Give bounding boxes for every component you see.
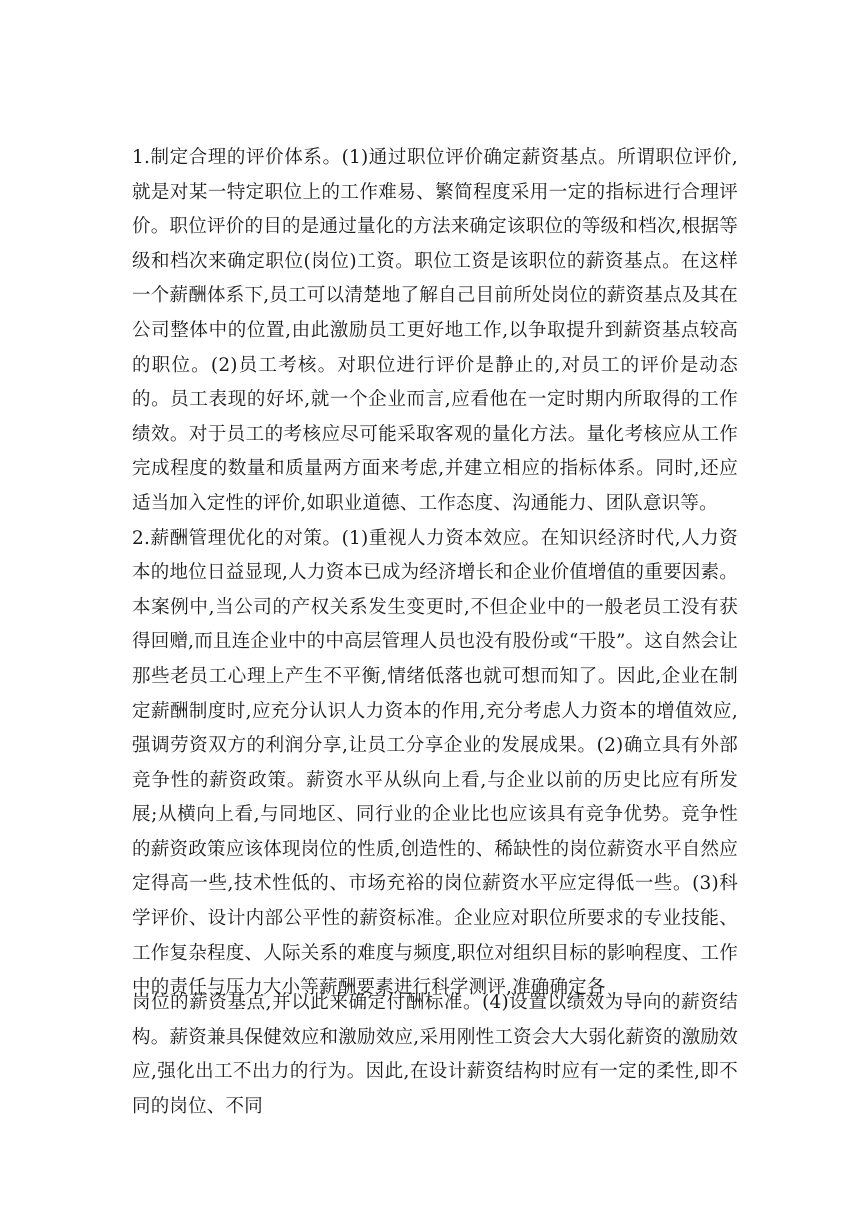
- continued-text-block: [132, 986, 738, 1124]
- paragraph-continuation: 岗位的薪资基点,并以此来确定付酬标准。(4)设置以绩效为导向的薪资结构。薪资兼具保健效应和激励效应,采用刚性工资会大大弱化薪资的激励效应,强化出工不出力的行为。因此,在设计薪资结构时应有一定的柔性,即不同的岗位、不同: [132, 992, 738, 1117]
- paragraph-compensation-optimization: 2.薪酬管理优化的对策。(1)重视人力资本效应。在知识经济时代,人力资本的地位日益显现,人力资本已成为经济增长和企业价值增值的重要因素。本案例中,当公司的产权关系发生变更时,不但企业中的一般老员工没有获得回赠,而且连企业中的中高层管理人员也没有股份或“干股”。这自然会让那些老员工心理上产生不平衡,情绪低落也就可想而知了。因此,企业在制定薪酬制度时,应充分认识人力资本的作用,充分考虑人力资本的增值效应,强调劳资双方的利润分享,让员工分享企业的发展成果。(2)确立具有外部竞争性的薪资政策。薪资水平从纵向上看,与企业以前的历史比应有所发展;从横向上看,与同地区、同行业的企业比也应该具有竞争优势。竞争性的薪资政策应该体现岗位的性质,创造性的、稀缺性的岗位薪资水平自然应定得高一些,技术性低的、市场充裕的岗位薪资水平应定得低一些。(3)科学评价、设计内部公平性的薪资标准。企业应对职位所要求的专业技能、工作复杂程度、人际关系的难度与频度,职位对组织目标的影响程度、工作中的责任与压力大小等薪酬要素进行科学测评,准确确定各: [132, 527, 738, 999]
- paragraph-evaluation-system: 1.制定合理的评价体系。(1)通过职位评价确定薪资基点。所谓职位评价,就是对某一特定职位上的工作难易、繁简程度采用一定的指标进行合理评价。职位评价的目的是通过量化的方法来确定该职位的等级和档次,根据等级和档次来确定职位(岗位)工资。职位工资是该职位的薪资基点。在这样一个薪酬体系下,员工可以清楚地了解自己目前所处岗位的薪资基点及其在公司整体中的位置,由此激励员工更好地工作,以争取提升到薪资基点较高的职位。(2)员工考核。对职位进行评价是静止的,对员工的评价是动态的。员工表现的好坏,就一个企业而言,应看他在一定时期内所取得的工作绩效。对于员工的考核应尽可能采取客观的量化方法。量化考核应从工作完成程度的数量和质量两方面来考虑,并建立相应的指标体系。同时,还应适当加入定性的评价,如职业道德、工作态度、沟通能力、团队意识等。: [132, 147, 738, 514]
- main-text-block: [132, 141, 738, 1006]
